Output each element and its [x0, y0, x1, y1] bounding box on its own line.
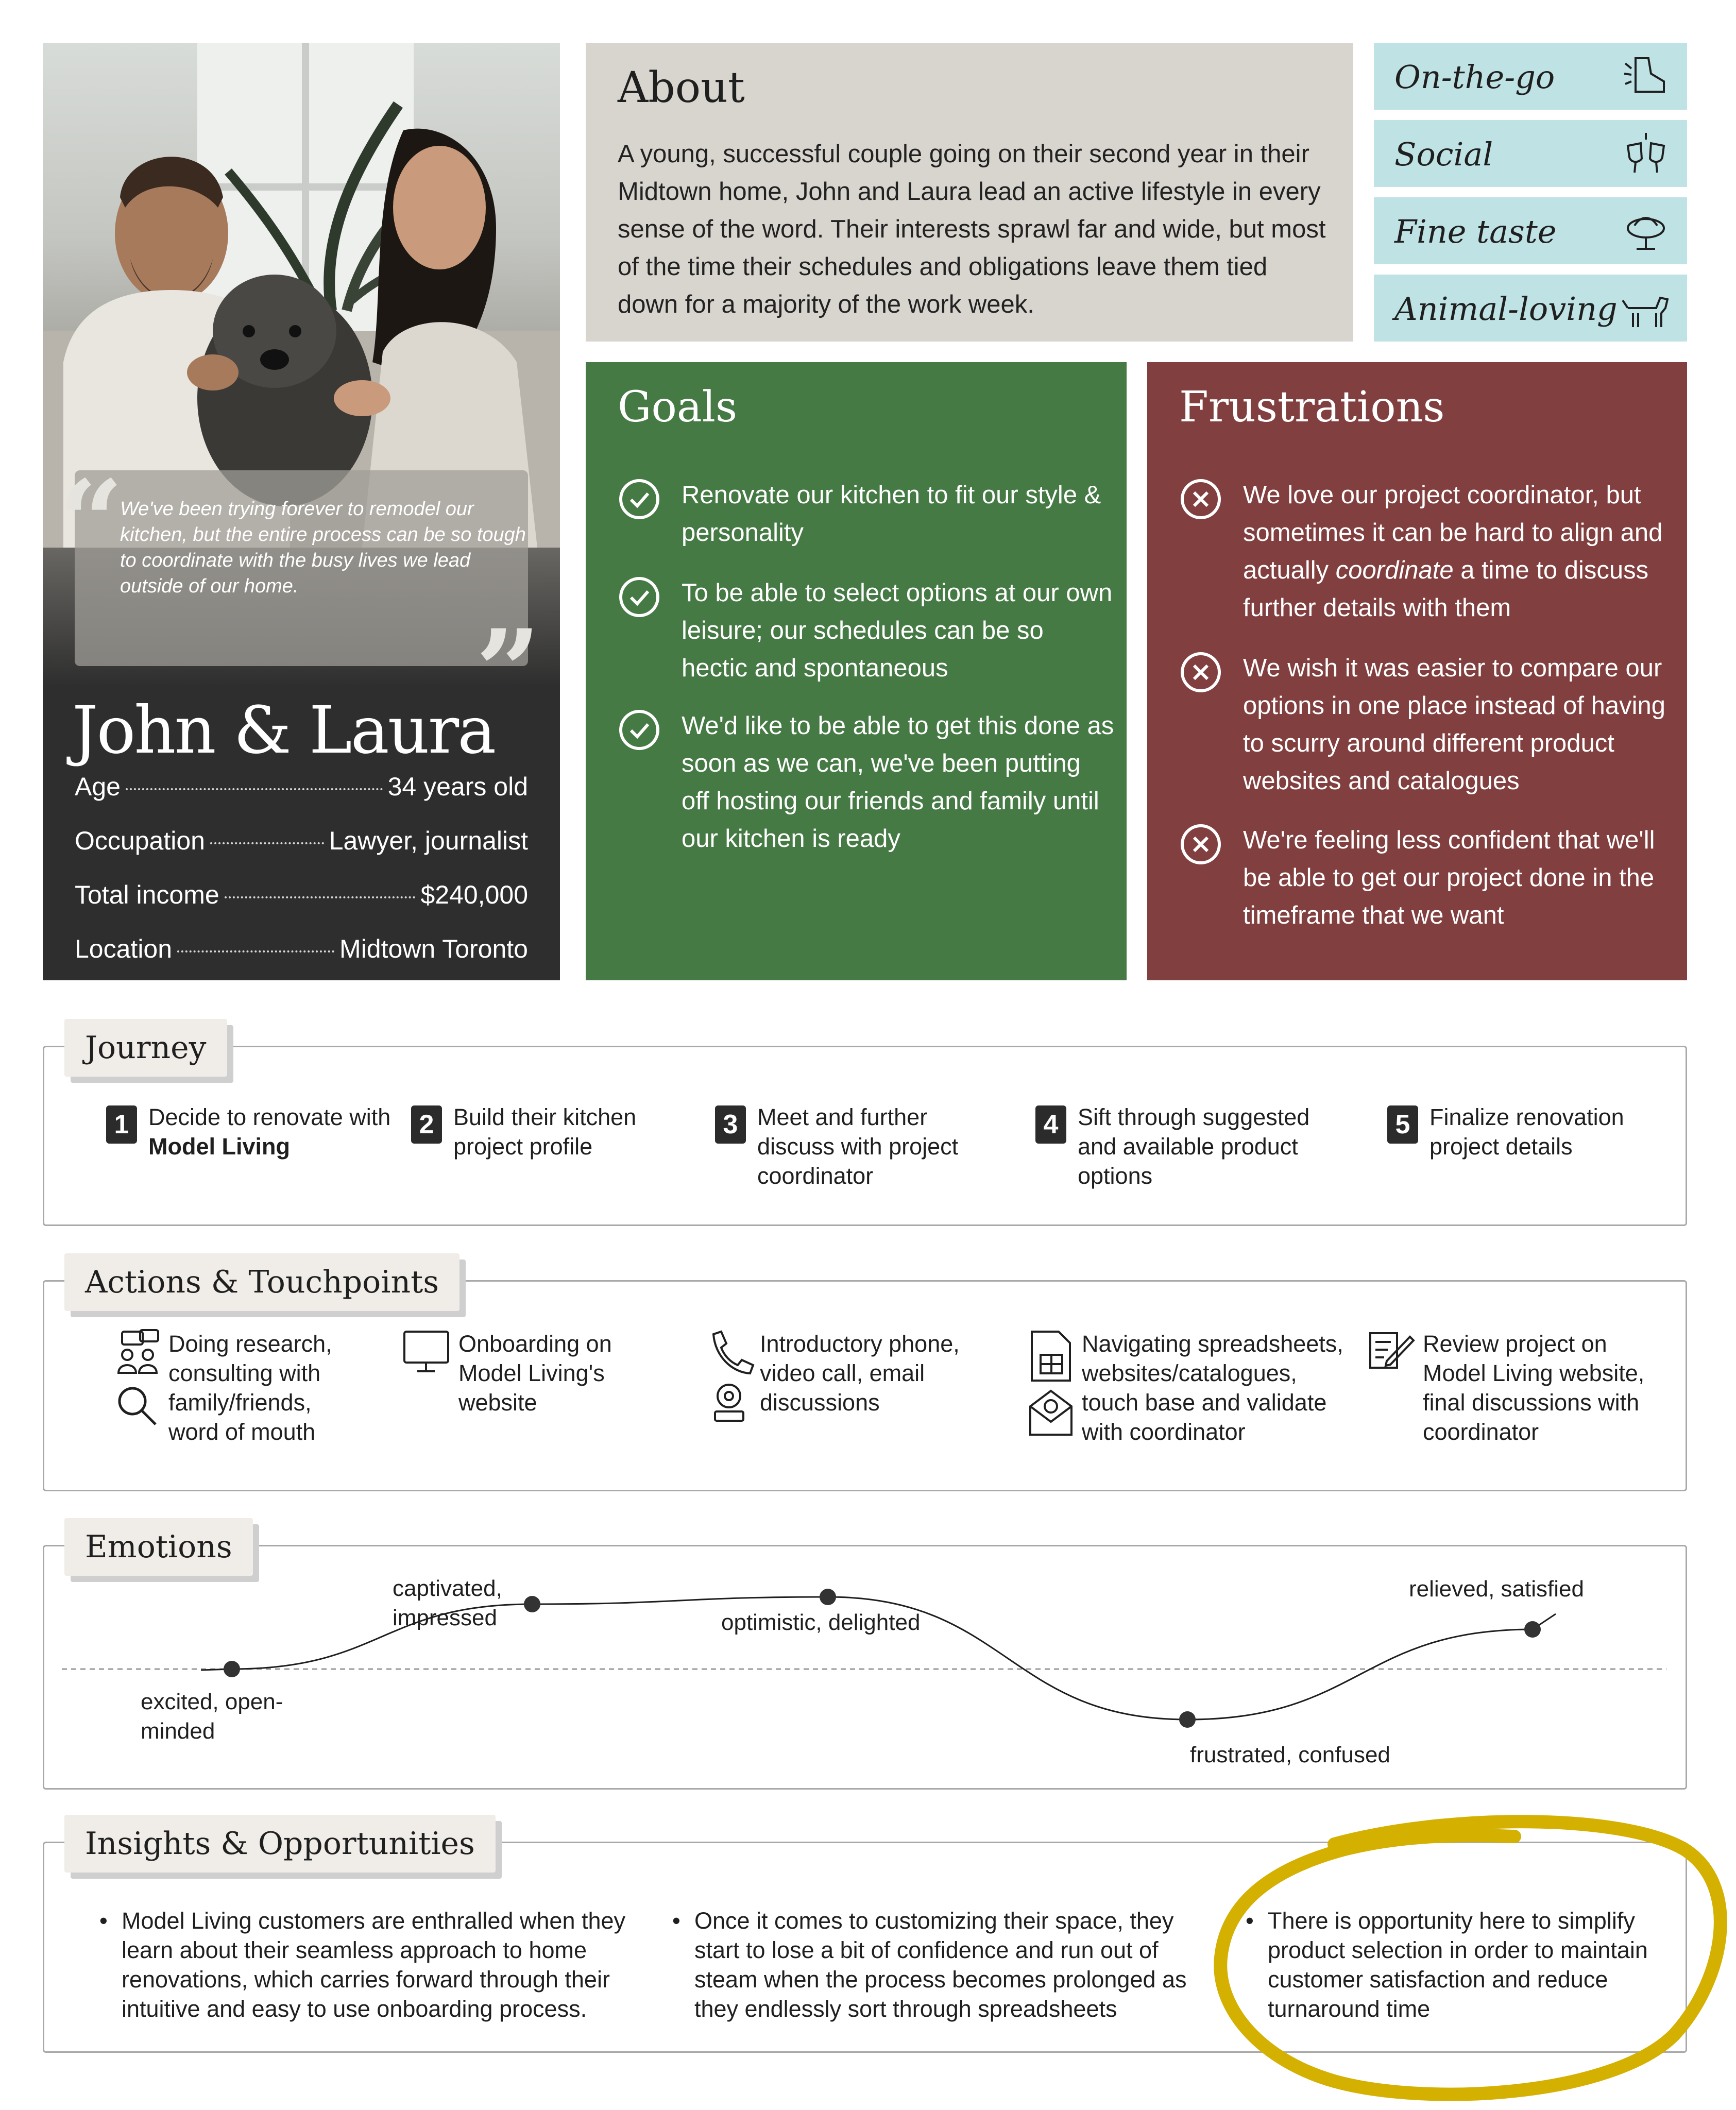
step-number: 5 [1387, 1105, 1418, 1144]
insight-text: Once it comes to customizing their space, they start to lose a bit of confidence and run out of steam when the process becomes prolonged as they endlessly sort through spreadsheets [694, 1908, 1187, 2022]
emotion-point-3 [820, 1589, 836, 1605]
trait-label: Fine taste [1394, 213, 1557, 250]
emotion-label-5: relieved, satisfied [1409, 1576, 1584, 1602]
insight-item-1: • Model Living customers are enthralled when they learn about their seamless approach to home renovations, which carries forward through their intuitive and easy to use onboarding process. [99, 1908, 626, 2022]
goal-text: We'd like to be able to get this done as soon as we can, we've been putting off hosting our friends and family until our kitchen is ready [682, 712, 1114, 853]
action-text: Review project on Model Living website, final discussions with coordinator [1423, 1331, 1645, 1445]
step-text: Build their kitchen project profile [453, 1104, 637, 1160]
step-text: Decide to renovate with Model Living [148, 1104, 391, 1160]
action-text: Onboarding on Model Living's website [458, 1331, 612, 1416]
close-quote-icon: ” [475, 604, 541, 738]
insights-title: Insights & Opportunities [64, 1815, 496, 1873]
stat-label: Age [75, 772, 121, 801]
goals-title: Goals [618, 383, 738, 432]
goal-text: Renovate our kitchen to fit our style & personality [682, 481, 1101, 547]
goal-text: To be able to select options at our own leisure; our schedules can be so hectic and spontaneous [682, 579, 1113, 682]
emotion-point-5 [1524, 1621, 1541, 1638]
persona-name: John & Laura [72, 692, 495, 768]
journey-title: Journey [64, 1019, 227, 1077]
persona-quote: We've been trying forever to remodel our kitchen, but the entire process can be so tough to coordinate with the busy lives we lead outside of our home. [120, 498, 526, 597]
step-text: Meet and further discuss with project coordinator [757, 1104, 959, 1189]
emotion-label-3: optimistic, delighted [721, 1610, 921, 1635]
emotion-label-2: captivated, impressed [393, 1576, 502, 1630]
action-text: Navigating spreadsheets, websites/catalogues, touch base and validate with coordinator [1082, 1331, 1343, 1445]
trait-label: Social [1394, 135, 1493, 173]
emotion-point-1 [224, 1661, 240, 1677]
emotion-label-1: excited, open-minded [141, 1689, 283, 1744]
insight-text: Model Living customers are enthralled when they learn about their seamless approach to home renovations, which carries forward through their intuitive and easy to use onboarding process. [122, 1908, 626, 2022]
step-number: 1 [106, 1105, 137, 1144]
about-text: A young, successful couple going on their second year in their Midtown home, John and Laura lead an active lifestyle in every sense of the word. Their interests sprawl far and wide, but most of the time their schedules and obligations leave them tied down for a majority of the work week. [618, 140, 1326, 318]
stat-value: $240,000 [420, 880, 528, 909]
stat-label: Location [75, 934, 173, 963]
step-text: Finalize renovation project details [1429, 1104, 1624, 1160]
stat-value: Midtown Toronto [339, 934, 528, 963]
about-title: About [618, 63, 745, 112]
step-number: 4 [1035, 1105, 1066, 1144]
action-text: Doing research, consulting with family/friends, word of mouth [168, 1331, 332, 1445]
highlight-circle-annotation [1180, 1793, 1736, 2110]
step-number: 2 [411, 1105, 442, 1144]
insight-text: There is opportunity here to simplify product selection in order to maintain customer satisfaction and reduce turnaround time [1268, 1908, 1648, 2022]
frustration-text: We love our project coordinator, but sometimes it can be hard to align and actually coordinate a time to discuss further details with them [1243, 481, 1663, 622]
stat-label: Occupation [75, 826, 205, 855]
trait-label: On-the-go [1394, 58, 1555, 96]
stat-label: Total income [75, 880, 219, 909]
emotion-label-4: frustrated, confused [1190, 1742, 1390, 1767]
trait-label: Animal-loving [1394, 290, 1618, 328]
actions-title: Actions & Touchpoints [64, 1253, 459, 1311]
insight-item-2: • Once it comes to customizing their space, they start to lose a bit of confidence and run out of steam when the process becomes prolonged as they endlessly sort through spreadsheets [672, 1908, 1187, 2022]
insight-item-3: • There is opportunity here to simplify product selection in order to maintain customer satisfaction and reduce turnaround time [1246, 1908, 1648, 2022]
step-number: 3 [715, 1105, 746, 1144]
action-text: Introductory phone, video call, email discussions [760, 1331, 960, 1416]
stat-value: Lawyer, journalist [329, 826, 528, 855]
step-text: Sift through suggested and available product options [1078, 1104, 1310, 1189]
frustration-text: We wish it was easier to compare our options in one place instead of having to scurry around different product websites and catalogues [1243, 654, 1665, 795]
emotions-title: Emotions [64, 1518, 253, 1576]
stat-value: 34 years old [387, 772, 528, 801]
frustrations-title: Frustrations [1179, 383, 1445, 432]
emotion-point-4 [1179, 1711, 1196, 1728]
open-quote-icon: “ [58, 455, 124, 588]
frustration-text: We're feeling less confident that we'll be able to get our project done in the timeframe that we want [1243, 826, 1655, 929]
